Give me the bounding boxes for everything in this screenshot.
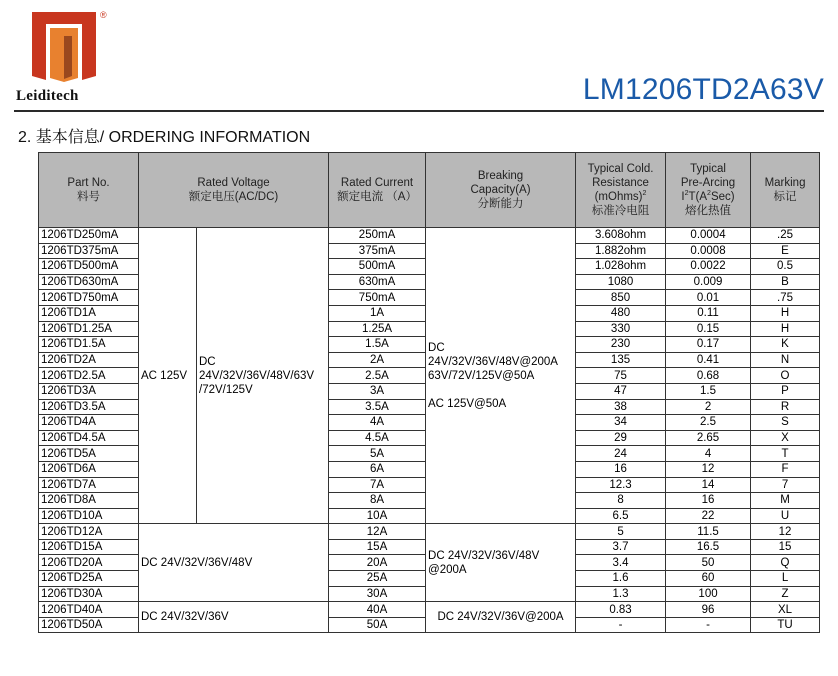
pre-arcing-cell: 2.65 <box>666 430 751 446</box>
rated-current-cell: 30A <box>329 586 426 602</box>
part-number-cell: 1206TD2.5A <box>39 368 139 384</box>
part-number-cell: 1206TD30A <box>39 586 139 602</box>
header-cold-resistance: Typical Cold. Resistance (mOhms)$^2$ 标准冷电阻 <box>576 153 666 228</box>
rated-current-cell: 25A <box>329 571 426 587</box>
breaking-capacity-dc: DC 24V/32V/36V/48V@200A 63V/72V/125V@50A <box>428 341 558 382</box>
pre-arcing-cell: 0.009 <box>666 274 751 290</box>
pre-arcing-cell: 2 <box>666 399 751 415</box>
cold-resistance-cell: 16 <box>576 461 666 477</box>
marking-cell: R <box>751 399 820 415</box>
marking-cell: .75 <box>751 290 820 306</box>
dc-voltage-cell: DC 24V/32V/36V/48V/63V /72V/125V <box>197 228 329 524</box>
pre-arcing-cell: 96 <box>666 602 751 618</box>
part-number-cell: 1206TD6A <box>39 461 139 477</box>
cold-resistance-cell: 29 <box>576 430 666 446</box>
dc-voltage-cell: DC 24V/32V/36V/48V <box>139 524 329 602</box>
cold-resistance-cell: 3.4 <box>576 555 666 571</box>
rated-current-cell: 2A <box>329 352 426 368</box>
cold-resistance-cell: 850 <box>576 290 666 306</box>
breaking-capacity-cell: DC 24V/32V/36V/48V @200A <box>426 524 576 602</box>
rated-current-cell: 1.25A <box>329 321 426 337</box>
pre-arcing-cell: 50 <box>666 555 751 571</box>
rated-current-cell: 20A <box>329 555 426 571</box>
rated-current-cell: 5A <box>329 446 426 462</box>
cold-resistance-cell: 47 <box>576 383 666 399</box>
table-row <box>39 602 820 618</box>
breaking-capacity-cell: DC 24V/32V/36V@200A <box>426 602 576 633</box>
marking-cell: .25 <box>751 228 820 244</box>
part-number-cell: 1206TD750mA <box>39 290 139 306</box>
part-number-cell: 1206TD20A <box>39 555 139 571</box>
rated-current-cell: 630mA <box>329 274 426 290</box>
pre-arcing-cell: 100 <box>666 586 751 602</box>
pre-arcing-cell: 16 <box>666 493 751 509</box>
part-number-cell: 1206TD15A <box>39 539 139 555</box>
pre-arcing-cell: 22 <box>666 508 751 524</box>
part-number-cell: 1206TD12A <box>39 524 139 540</box>
cold-resistance-cell: - <box>576 617 666 633</box>
breaking-capacity-cell <box>426 228 576 524</box>
part-number-cell: 1206TD630mA <box>39 274 139 290</box>
rated-current-cell: 500mA <box>329 259 426 275</box>
marking-cell: 12 <box>751 524 820 540</box>
marking-cell: L <box>751 571 820 587</box>
rated-current-cell: 4.5A <box>329 430 426 446</box>
part-number-cell: 1206TD375mA <box>39 243 139 259</box>
cold-resistance-cell: 75 <box>576 368 666 384</box>
rated-current-cell: 12A <box>329 524 426 540</box>
cold-resistance-cell: 24 <box>576 446 666 462</box>
cold-resistance-cell: 1.3 <box>576 586 666 602</box>
ac-voltage-cell: AC 125V <box>139 228 197 524</box>
pre-arcing-cell: - <box>666 617 751 633</box>
model-number: LM1206TD2A63V <box>582 73 824 106</box>
part-number-cell: 1206TD1.5A <box>39 337 139 353</box>
part-number-cell: 1206TD50A <box>39 617 139 633</box>
pre-arcing-cell: 0.68 <box>666 368 751 384</box>
pre-arcing-cell: 0.11 <box>666 305 751 321</box>
part-number-cell: 1206TD2A <box>39 352 139 368</box>
header-part-no: Part No. 料号 <box>39 153 139 228</box>
table-row <box>39 524 820 540</box>
pre-arcing-cell: 0.17 <box>666 337 751 353</box>
rated-current-cell: 50A <box>329 617 426 633</box>
pre-arcing-cell: 0.0022 <box>666 259 751 275</box>
cold-resistance-cell: 38 <box>576 399 666 415</box>
marking-cell: 15 <box>751 539 820 555</box>
marking-cell: N <box>751 352 820 368</box>
part-number-cell: 1206TD1A <box>39 305 139 321</box>
rated-current-cell: 3.5A <box>329 399 426 415</box>
pre-arcing-cell: 0.15 <box>666 321 751 337</box>
cold-resistance-cell: 1.6 <box>576 571 666 587</box>
pre-arcing-cell: 16.5 <box>666 539 751 555</box>
rated-current-cell: 8A <box>329 493 426 509</box>
marking-cell: B <box>751 274 820 290</box>
cold-resistance-cell: 1.028ohm <box>576 259 666 275</box>
cold-resistance-cell: 34 <box>576 415 666 431</box>
part-number-cell: 1206TD1.25A <box>39 321 139 337</box>
rated-current-cell: 40A <box>329 602 426 618</box>
rated-current-cell: 750mA <box>329 290 426 306</box>
part-number-cell: 1206TD3.5A <box>39 399 139 415</box>
header-divider <box>14 110 824 112</box>
rated-current-cell: 1.5A <box>329 337 426 353</box>
marking-cell: U <box>751 508 820 524</box>
part-number-cell: 1206TD4.5A <box>39 430 139 446</box>
logo-shadow-shape <box>64 36 72 79</box>
table-row <box>39 228 820 244</box>
cold-resistance-cell: 135 <box>576 352 666 368</box>
cold-resistance-cell: 230 <box>576 337 666 353</box>
cold-resistance-cell: 3.7 <box>576 539 666 555</box>
cold-resistance-cell: 480 <box>576 305 666 321</box>
table-body <box>39 228 820 633</box>
header-breaking-capacity: Breaking Capacity(A) 分断能力 <box>426 153 576 228</box>
pre-arcing-cell: 2.5 <box>666 415 751 431</box>
marking-cell: X <box>751 430 820 446</box>
marking-cell: K <box>751 337 820 353</box>
rated-current-cell: 15A <box>329 539 426 555</box>
pre-arcing-cell: 14 <box>666 477 751 493</box>
cold-resistance-cell: 8 <box>576 493 666 509</box>
marking-cell: E <box>751 243 820 259</box>
marking-cell: T <box>751 446 820 462</box>
pre-arcing-cell: 1.5 <box>666 383 751 399</box>
part-number-cell: 1206TD4A <box>39 415 139 431</box>
cold-resistance-cell: 330 <box>576 321 666 337</box>
rated-current-cell: 7A <box>329 477 426 493</box>
leiditech-logo-icon <box>24 6 104 86</box>
part-number-cell: 1206TD8A <box>39 493 139 509</box>
registered-mark: ® <box>100 10 107 20</box>
pre-arcing-cell: 60 <box>666 571 751 587</box>
pre-arcing-cell: 0.0004 <box>666 228 751 244</box>
marking-cell: F <box>751 461 820 477</box>
marking-cell: O <box>751 368 820 384</box>
cold-resistance-cell: 3.608ohm <box>576 228 666 244</box>
pre-arcing-cell: 4 <box>666 446 751 462</box>
rated-current-cell: 10A <box>329 508 426 524</box>
marking-cell: S <box>751 415 820 431</box>
logo-text: Leiditech <box>16 88 79 104</box>
rated-current-cell: 1A <box>329 305 426 321</box>
marking-cell: Z <box>751 586 820 602</box>
header-rated-current: Rated Current 额定电流 （A） <box>329 153 426 228</box>
cold-resistance-cell: 12.3 <box>576 477 666 493</box>
part-number-cell: 1206TD7A <box>39 477 139 493</box>
header-rated-voltage: Rated Voltage 额定电压(AC/DC) <box>139 153 329 228</box>
part-number-cell: 1206TD10A <box>39 508 139 524</box>
section-title: 2. 基本信息/ ORDERING INFORMATION <box>18 129 311 146</box>
cold-resistance-cell: 5 <box>576 524 666 540</box>
marking-cell: 7 <box>751 477 820 493</box>
cold-resistance-cell: 1080 <box>576 274 666 290</box>
part-number-cell: 1206TD3A <box>39 383 139 399</box>
rated-current-cell: 2.5A <box>329 368 426 384</box>
pre-arcing-cell: 0.01 <box>666 290 751 306</box>
header-row <box>39 153 820 228</box>
part-number-cell: 1206TD500mA <box>39 259 139 275</box>
marking-cell: Q <box>751 555 820 571</box>
marking-cell: H <box>751 321 820 337</box>
header-marking: Marking 标记 <box>751 153 820 228</box>
header-pre-arcing: Typical Pre-Arcing $I^2T(A^2Sec)$ 熔化热值 <box>666 153 751 228</box>
rated-current-cell: 375mA <box>329 243 426 259</box>
rated-current-cell: 6A <box>329 461 426 477</box>
pre-arcing-cell: 12 <box>666 461 751 477</box>
cold-resistance-cell: 1.882ohm <box>576 243 666 259</box>
cold-resistance-cell: 6.5 <box>576 508 666 524</box>
marking-cell: M <box>751 493 820 509</box>
pre-arcing-cell: 0.41 <box>666 352 751 368</box>
ordering-information-table <box>38 152 820 633</box>
part-number-cell: 1206TD5A <box>39 446 139 462</box>
company-logo <box>14 6 106 106</box>
marking-cell: H <box>751 305 820 321</box>
part-number-cell: 1206TD250mA <box>39 228 139 244</box>
marking-cell: 0.5 <box>751 259 820 275</box>
pre-arcing-cell: 0.0008 <box>666 243 751 259</box>
rated-current-cell: 4A <box>329 415 426 431</box>
breaking-capacity-ac: AC 125V@50A <box>428 397 507 410</box>
marking-cell: XL <box>751 602 820 618</box>
rated-current-cell: 3A <box>329 383 426 399</box>
part-number-cell: 1206TD25A <box>39 571 139 587</box>
rated-current-cell: 250mA <box>329 228 426 244</box>
cold-resistance-cell: 0.83 <box>576 602 666 618</box>
pre-arcing-cell: 11.5 <box>666 524 751 540</box>
marking-cell: P <box>751 383 820 399</box>
marking-cell: TU <box>751 617 820 633</box>
dc-voltage-cell: DC 24V/32V/36V <box>139 602 329 633</box>
part-number-cell: 1206TD40A <box>39 602 139 618</box>
